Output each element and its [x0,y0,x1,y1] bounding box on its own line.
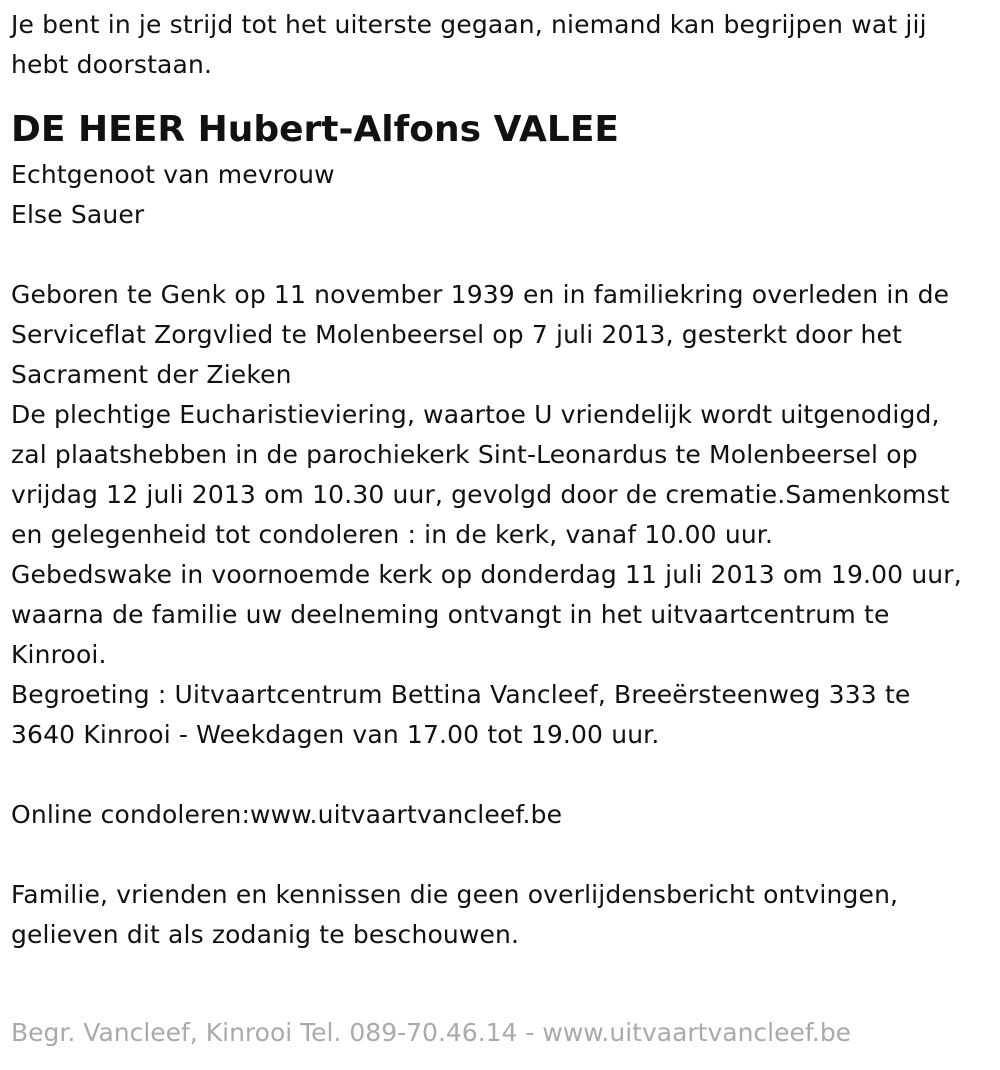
body-line: Gebedswake in voornoemde kerk op donderdag 11 juli 2013 om 19.00 uur, [11,560,962,589]
death-notice [11,5,996,955]
body-line: Sacrament der Zieken [11,360,292,389]
closing-line: Familie, vrienden en kennissen die geen overlijdensbericht ontvingen, [11,880,899,909]
body-line: zal plaatshebben in de parochiekerk Sint-Leonardus te Molenbeersel op [11,440,918,469]
body-line: 3640 Kinrooi - Weekdagen van 17.00 tot 19.00 uur. [11,720,660,749]
spacer [11,755,996,795]
body-line: Geboren te Genk op 11 november 1939 en in familiekring overleden in de [11,280,950,309]
body-line: Kinrooi. [11,640,107,669]
body-line: waarna de familie uw deelneming ontvangt in het uitvaartcentrum te [11,600,890,629]
body-text [11,275,996,755]
deceased-name: DE HEER Hubert-Alfons VALEE [11,109,620,150]
intro-line: hebt doorstaan. [11,50,213,79]
online-condolence: Online condoleren:www.uitvaartvancleef.be [11,800,563,829]
body-line: en gelegenheid tot condoleren : in de kerk, vanaf 10.00 uur. [11,520,774,549]
spacer [11,235,996,275]
intro-text [11,5,996,85]
body-line: Begroeting : Uitvaartcentrum Bettina Vancleef, Breeërsteenweg 333 te [11,680,911,709]
body-line: De plechtige Eucharistieviering, waartoe U vriendelijk wordt uitgenodigd, [11,400,940,429]
body-line: vrijdag 12 juli 2013 om 10.30 uur, gevolgd door de crematie.Samenkomst [11,480,950,509]
closing-line: gelieven dit als zodanig te beschouwen. [11,920,520,949]
spouse-line: Echtgenoot van mevrouw [11,160,335,189]
spacer [11,835,996,875]
spouse-line: Else Sauer [11,200,145,229]
spouse-info [11,155,996,235]
body-line: Serviceflat Zorgvlied te Molenbeersel op 7 juli 2013, gesterkt door het [11,320,903,349]
funeral-home-footer: Begr. Vancleef, Kinrooi Tel. 089-70.46.14 - www.uitvaartvancleef.be [11,1018,852,1047]
intro-line: Je bent in je strijd tot het uiterste gegaan, niemand kan begrijpen wat jij [11,10,927,39]
closing-text [11,875,996,955]
